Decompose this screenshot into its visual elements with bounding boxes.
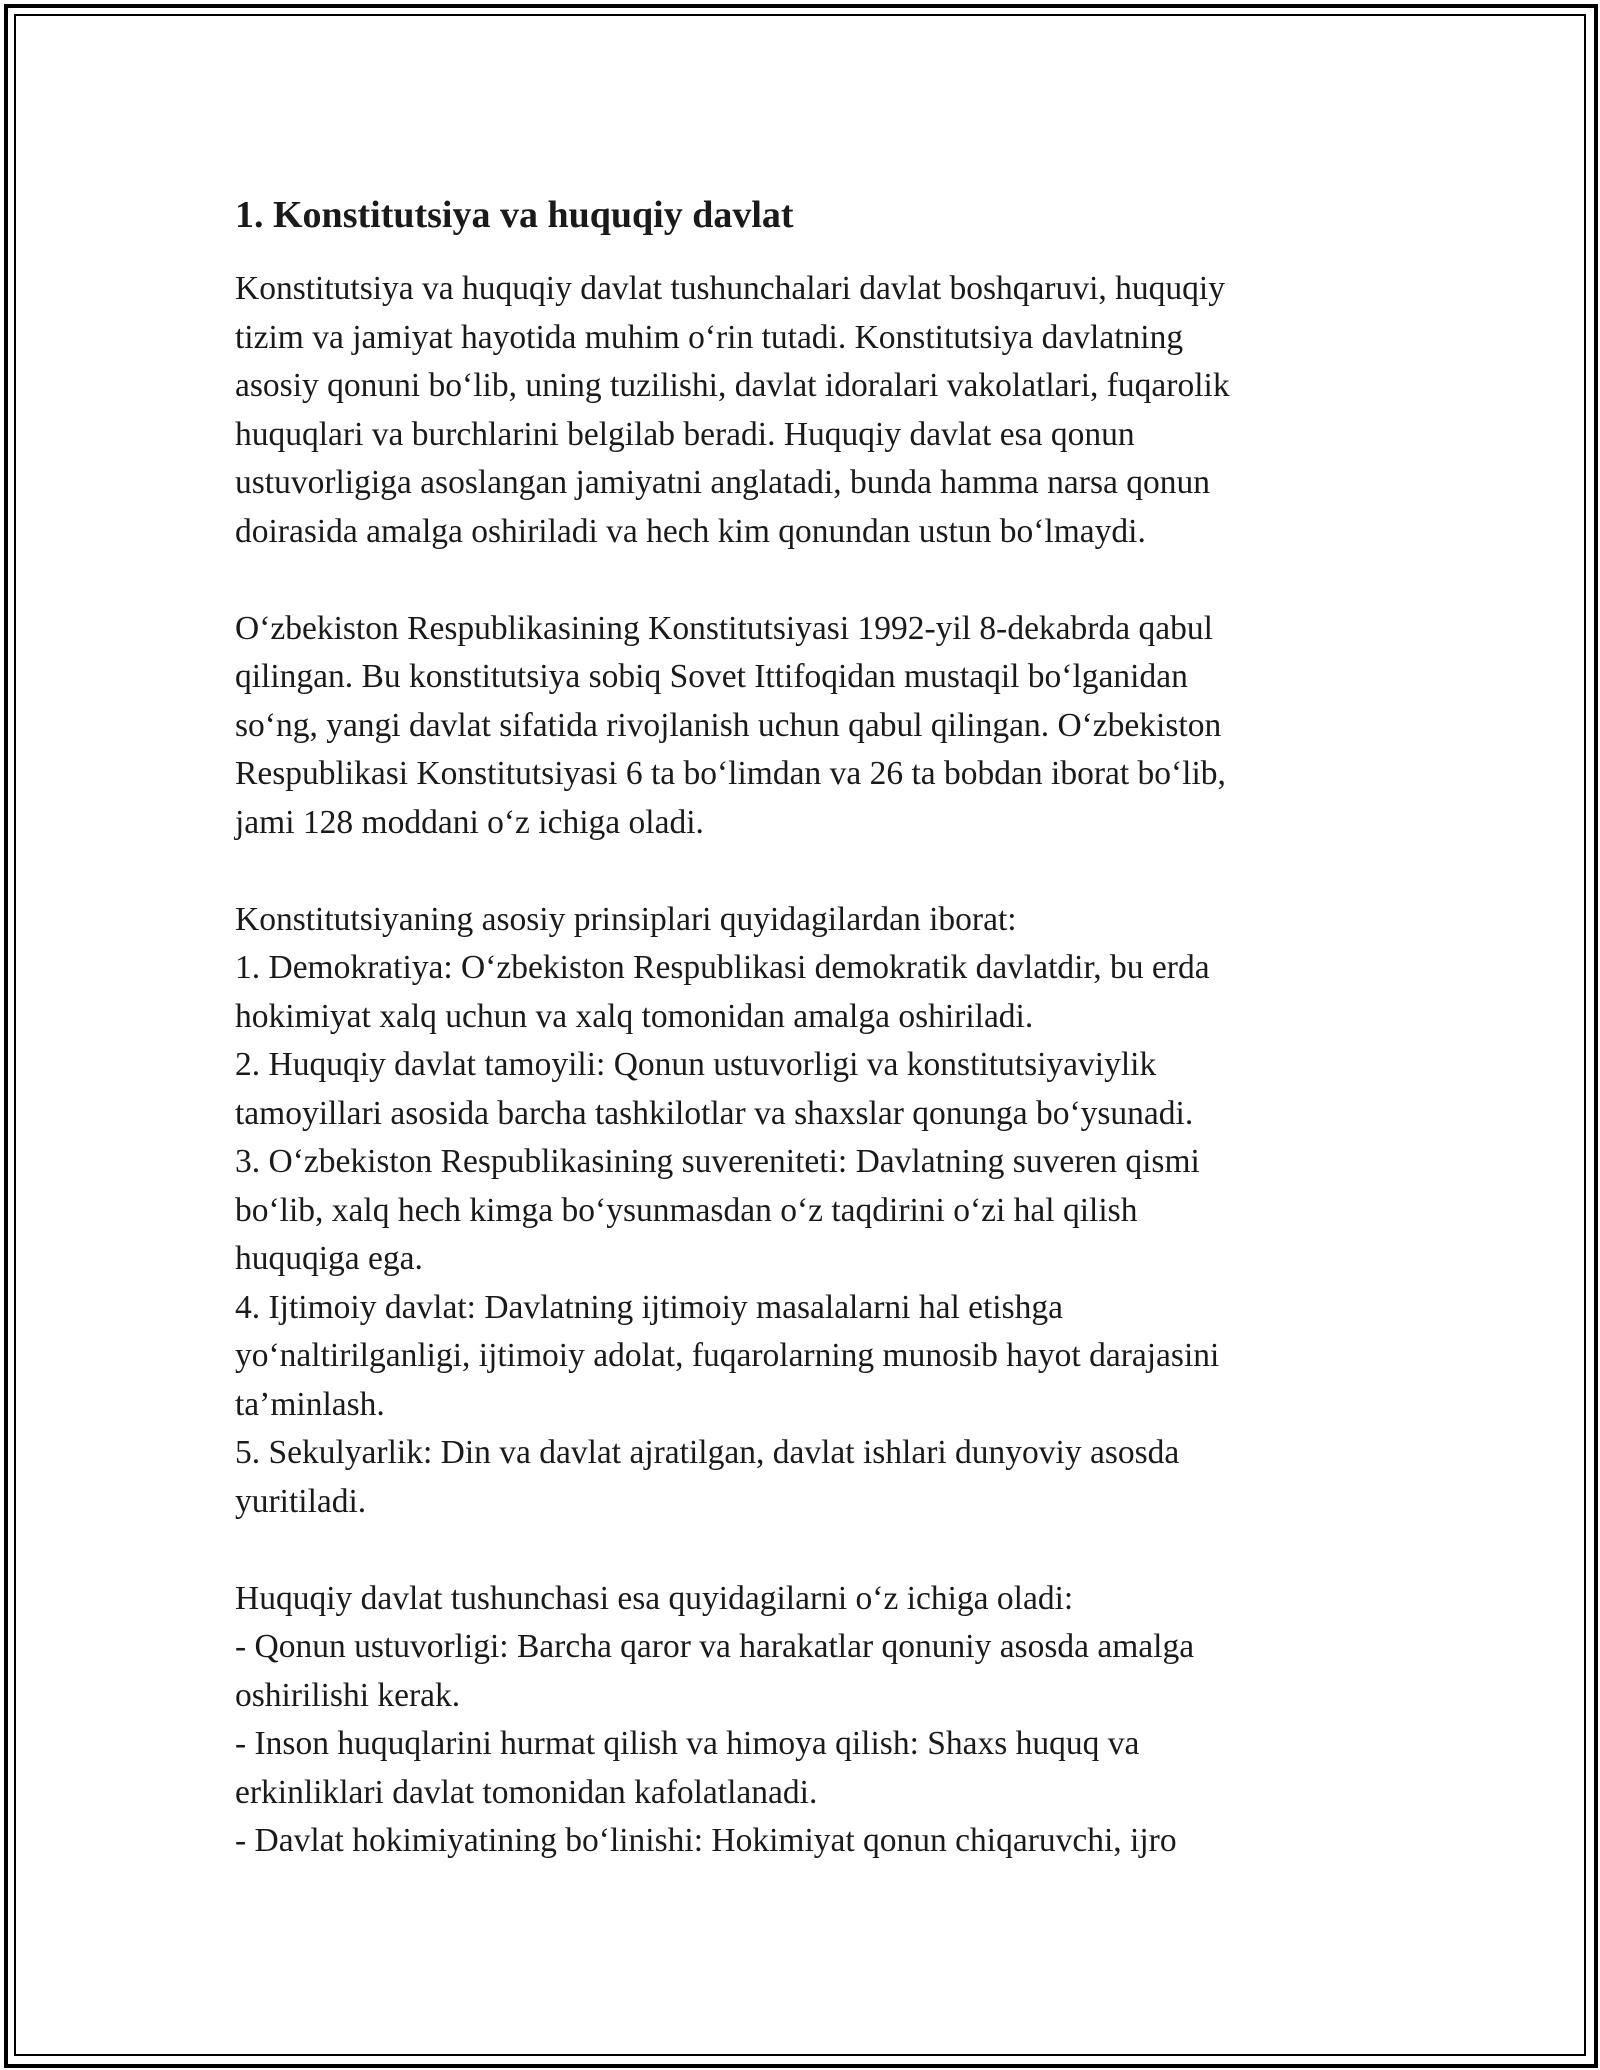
document-body	[235, 185, 1345, 1914]
paragraph-rule-of-law: Huquqiy davlat tushunchasi esa quyidagilarni o‘z ichiga oladi: - Qonun ustuvorligi: Barcha qaror va harakatlar qonuniy asosda amalga oshirilishi kerak. - Inson huquqlarini hurmat qilish va himoya qilish: Shaxs huquq va erkinliklari davlat tomonidan kafolatlanadi. - Davlat hokimiyatining bo‘linishi: Hokimiyat qonun chiqaruvchi, ijro	[235, 1579, 1195, 1859]
document-title: 1. Konstitutsiya va huquqiy davlat	[235, 194, 794, 236]
paragraph-constitution-principles: Konstitutsiyaning asosiy prinsiplari quyidagilardan iborat: 1. Demokratiya: O‘zbekiston Respublikasi demokratik davlatdir, bu erda hokimiyat xalq uchun va xalq tomonidan amalga oshiriladi. 2. Huquqiy davlat tamoyili: Qonun ustuvorligi va konstitutsiyaviylik tamoyillari asosida barcha tashkilotlar va shaxslar qonunga bo‘ysunadi. 3. O‘zbekiston Respublikasining suvereniteti: Davlatning suveren qismi bo‘lib, xalq hech kimga bo‘ysunmasdan o‘z taqdirini o‘zi hal qilish huquqiga ega. 4. Ijtimoiy davlat: Davlatning ijtimoiy masalalarni hal etishga yo‘naltirilganligi, ijtimoiy adolat, fuqarolarning munosib hayot darajasini ta’minlash. 5. Sekulyarlik: Din va davlat ajratilgan, davlat ishlari dunyoviy asosda yuritiladi.	[235, 900, 1220, 1520]
paragraph-constitution-adoption: O‘zbekiston Respublikasining Konstitutsiyasi 1992-yil 8-dekabrda qabul qilingan. Bu konstitutsiya sobiq Sovet Ittifoqidan mustaqil bo‘lganidan so‘ng, yangi davlat sifatida rivojlanish uchun qabul qilingan. O‘zbekiston Respublikasi Konstitutsiyasi 6 ta bo‘limdan va 26 ta bobdan iborat bo‘lib, jami 128 moddani o‘z ichiga oladi.	[235, 609, 1226, 841]
paragraph-introduction: Konstitutsiya va huquqiy davlat tushunchalari davlat boshqaruvi, huquqiy tizim va jamiyat hayotida muhim o‘rin tutadi. Konstitutsiya davlatning asosiy qonuni bo‘lib, uning tuzilishi, davlat idoralari vakolatlari, fuqarolik huquqlari va burchlarini belgilab beradi. Huquqiy davlat esa qonun ustuvorligiga asoslangan jamiyatni anglatadi, bunda hamma narsa qonun doirasida amalga oshiriladi va hech kim qonundan ustun bo‘lmaydi.	[235, 270, 1230, 550]
